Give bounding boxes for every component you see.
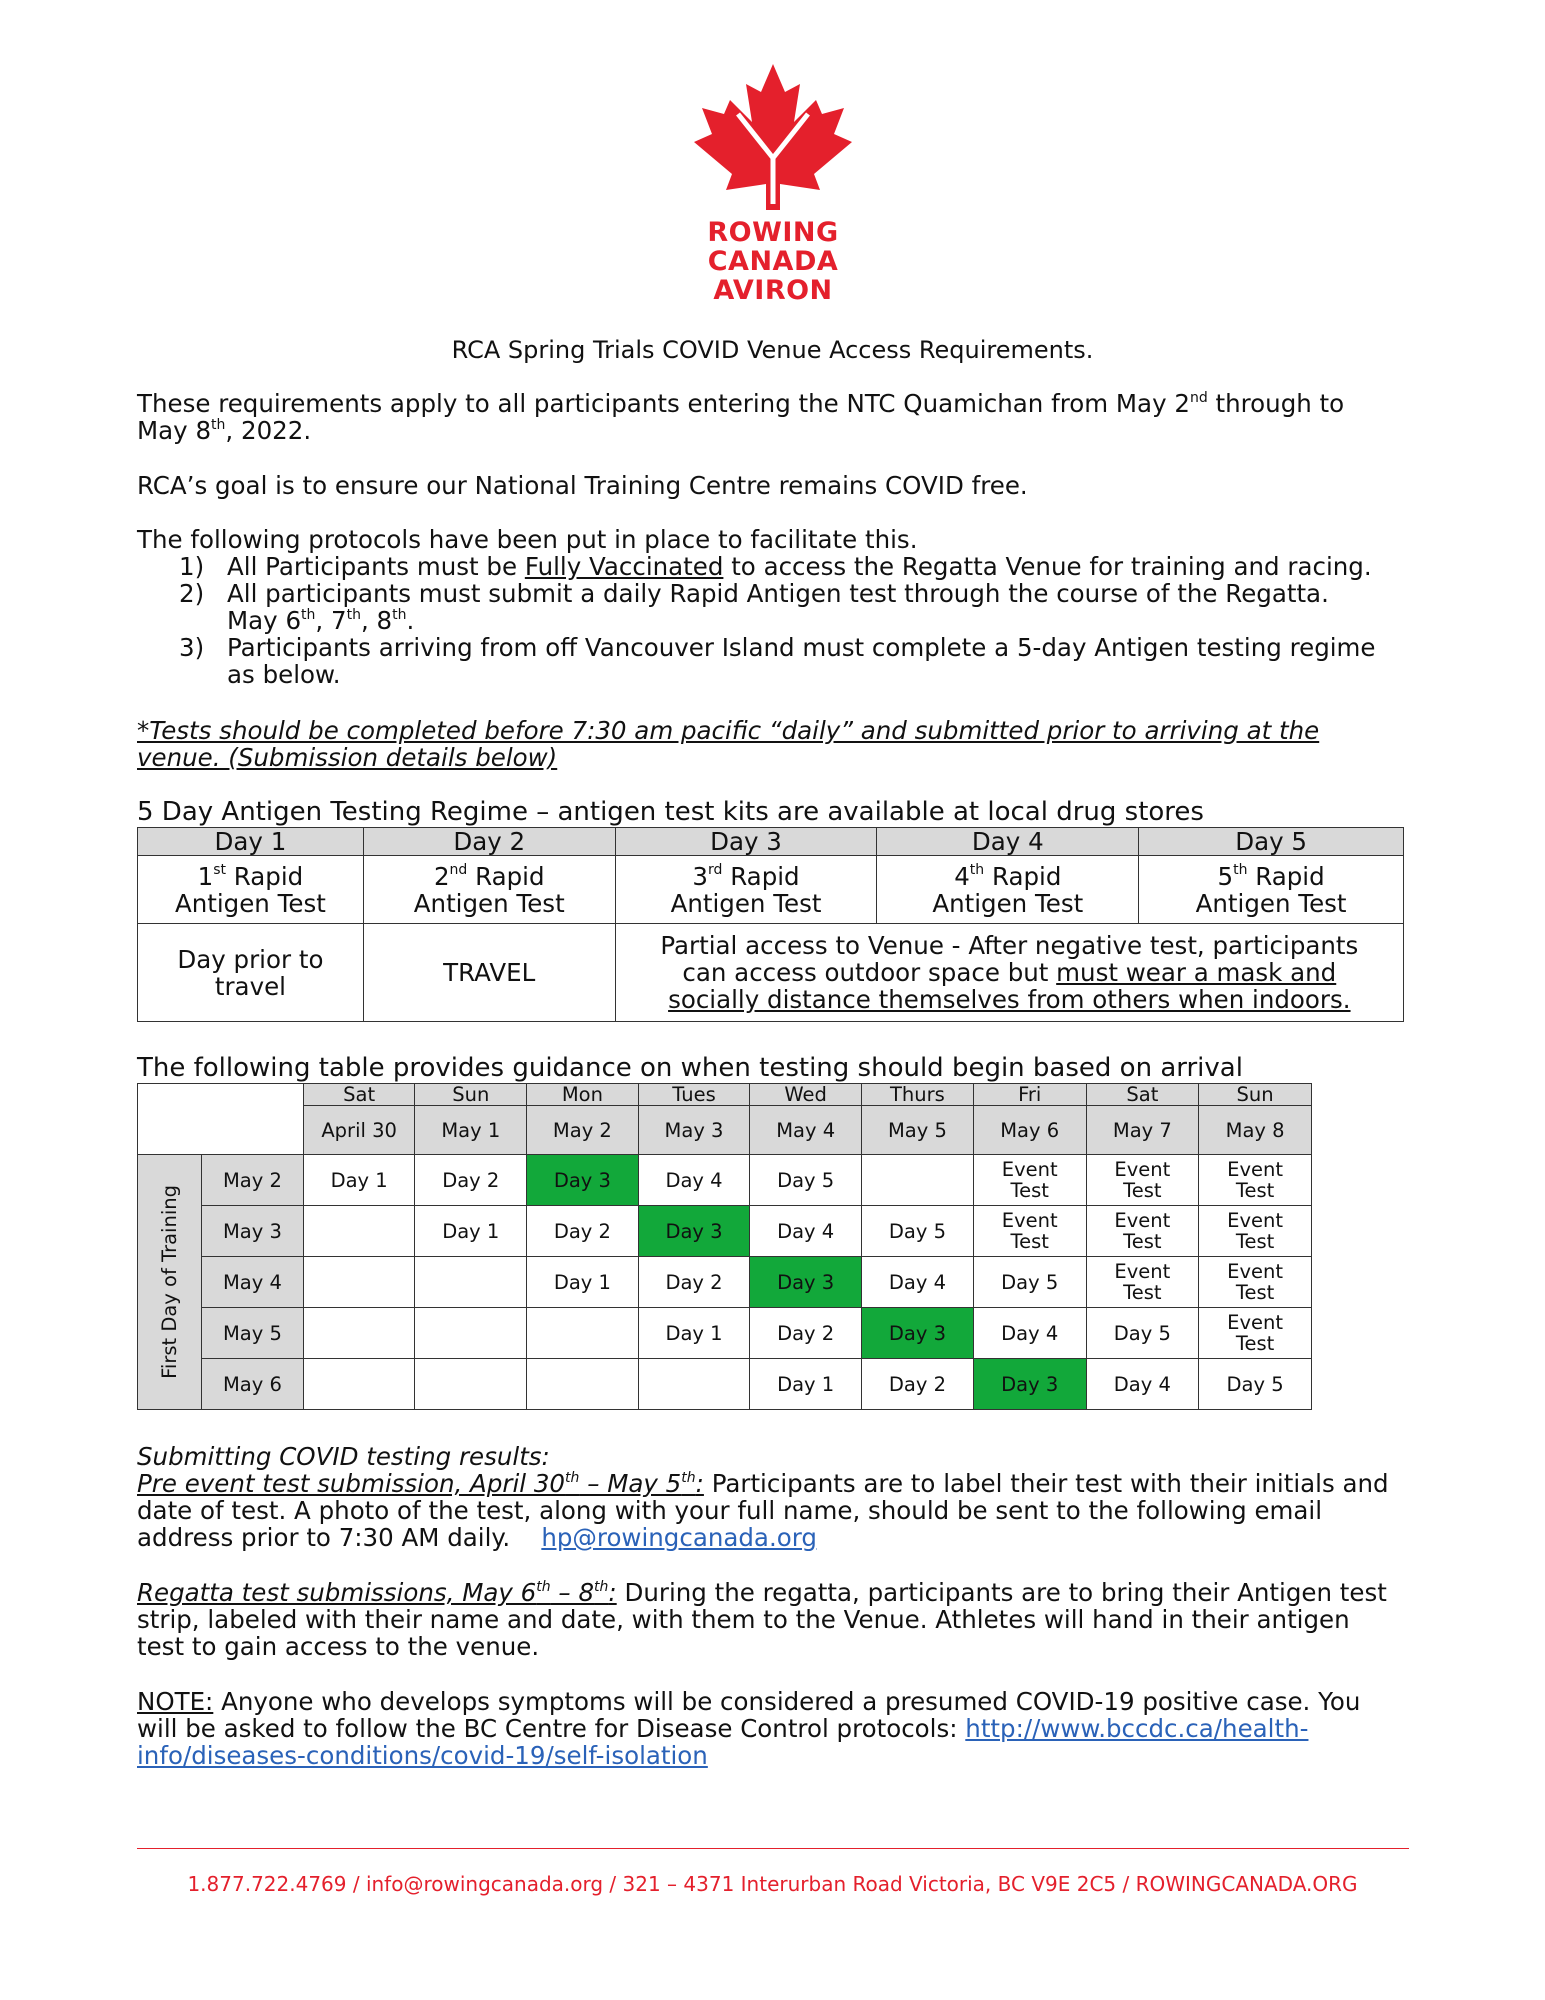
regatta-paragraph: Regatta test submissions, May 6th – 8th: During the regatta, participants are to bring their Antigen test strip, labeled with their name and date, with them to the Venue. Athletes will hand in their antigen test to gain access to the venue. (137, 1578, 1387, 1661)
regime-travel-cell: TRAVEL (363, 924, 615, 1022)
bccdc-link[interactable]: http://www.bccdc.ca/health- (965, 1714, 1309, 1743)
guide-weekday-row (138, 1084, 1312, 1106)
schedule-cell: Day 4 (1086, 1359, 1199, 1410)
schedule-cell-highlight: Day 3 (861, 1308, 973, 1359)
schedule-cell: Day 5 (861, 1206, 973, 1257)
schedule-cell (303, 1308, 415, 1359)
page-title: RCA Spring Trials COVID Venue Access Requirements. (451, 336, 1094, 364)
footer-divider (137, 1848, 1409, 1849)
regime-day-header: Day 1 (138, 828, 364, 856)
guide-heading: The following table provides guidance on when testing should begin based on arrival (137, 1053, 1243, 1083)
goal-paragraph: RCA’s goal is to ensure our National Training Centre remains COVID free. (137, 471, 1028, 500)
list-item: 3) Participants arriving from off Vancouver Island must complete a 5-day Antigen testing regime as below. (179, 633, 1376, 689)
schedule-cell: Day 1 (303, 1155, 415, 1206)
regime-test-cell: 3rd Rapid Antigen Test (615, 856, 877, 924)
schedule-cell: Event Test (1199, 1257, 1312, 1308)
schedule-cell-highlight: Day 3 (527, 1155, 639, 1206)
schedule-cell: Day 2 (638, 1257, 750, 1308)
schedule-cell-highlight: Day 3 (638, 1206, 750, 1257)
schedule-cell: Day 1 (415, 1206, 527, 1257)
logo-line-2: CANADA (707, 246, 839, 277)
maple-leaf-icon (688, 62, 858, 212)
weekday-header: Sat (1086, 1084, 1199, 1106)
regime-header-row (138, 828, 1404, 856)
guide-date-row (138, 1106, 1312, 1155)
date-header: May 3 (638, 1106, 750, 1155)
date-header: May 4 (750, 1106, 862, 1155)
regime-access-cell: Partial access to Venue - After negative test, participants can access outdoor space but must wear a mask and socially distance themselves from others when indoors. (615, 924, 1403, 1022)
regime-day-header: Day 3 (615, 828, 877, 856)
list-item: 1) All Participants must be Fully Vaccinated to access the Regatta Venue for training and racing. (179, 552, 1372, 581)
date-header: May 2 (527, 1106, 639, 1155)
first-day-side-label: First Day of Training (138, 1155, 202, 1410)
schedule-cell: Day 5 (750, 1155, 862, 1206)
list-item: 2) All participants must submit a daily Rapid Antigen test through the course of the Regatta. May 6th, 7th, 8th. (179, 579, 1329, 635)
regime-test-cell: 5th Rapid Antigen Test (1139, 856, 1404, 924)
schedule-cell: Day 2 (527, 1206, 639, 1257)
weekday-header: Wed (750, 1084, 862, 1106)
regime-table (137, 827, 1404, 1022)
schedule-cell (303, 1359, 415, 1410)
schedule-cell: Day 2 (750, 1308, 862, 1359)
regime-test-cell: 4th Rapid Antigen Test (877, 856, 1139, 924)
table-row (138, 1257, 1312, 1308)
logo-wordmark (668, 218, 878, 305)
pre-event-paragraph: Pre event test submission, April 30th – May 5th: Participants are to label their test with their initials and (137, 1469, 1389, 1498)
date-header: May 1 (415, 1106, 527, 1155)
table-row (138, 1155, 1312, 1206)
date-header: May 7 (1086, 1106, 1199, 1155)
tests-note: *Tests should be completed before 7:30 am pacific “daily” and submitted prior to arriving at the venue. (Submission details below) (137, 716, 1320, 772)
email-link[interactable]: hp@rowingcanada.org (541, 1523, 817, 1552)
date-header: May 5 (861, 1106, 973, 1155)
schedule-cell: Event Test (1199, 1308, 1312, 1359)
regime-day-header: Day 2 (363, 828, 615, 856)
note-paragraph: NOTE: Anyone who develops symptoms will be considered a presumed COVID-19 positive case. You will be asked to follow the BC Centre for Disease Control protocols: http://www.bccdc.ca/health- info/diseases-conditions/covid-19/self-isolation (137, 1687, 1361, 1770)
guide-corner-cell (138, 1084, 304, 1155)
regime-access-row (138, 924, 1404, 1022)
schedule-cell (861, 1155, 973, 1206)
table-row (138, 1359, 1312, 1410)
logo-line-3: AVIRON (713, 275, 833, 306)
weekday-header: Fri (973, 1084, 1086, 1106)
weekday-header: Thurs (861, 1084, 973, 1106)
schedule-cell (415, 1359, 527, 1410)
regime-prior-cell: Day prior to travel (138, 924, 364, 1022)
schedule-cell: Event Test (973, 1206, 1086, 1257)
schedule-cell: Day 5 (1086, 1308, 1199, 1359)
date-header: May 8 (1199, 1106, 1312, 1155)
schedule-cell (303, 1257, 415, 1308)
schedule-cell: Day 5 (973, 1257, 1086, 1308)
weekday-header: Tues (638, 1084, 750, 1106)
schedule-cell: Event Test (1199, 1155, 1312, 1206)
schedule-cell (415, 1257, 527, 1308)
schedule-cell: Day 1 (638, 1308, 750, 1359)
schedule-cell: Day 1 (527, 1257, 639, 1308)
schedule-cell (303, 1206, 415, 1257)
bccdc-link-continued[interactable]: info/diseases-conditions/covid-19/self-isolation (137, 1741, 708, 1770)
start-date-cell: May 4 (202, 1257, 304, 1308)
schedule-cell: Day 4 (861, 1257, 973, 1308)
schedule-cell: Event Test (973, 1155, 1086, 1206)
intro-paragraph: These requirements apply to all participants entering the NTC Quamichan from May 2nd through to May 8th, 2022. (137, 389, 1345, 445)
schedule-cell: Day 5 (1199, 1359, 1312, 1410)
submitting-section: Submitting COVID testing results: Pre event test submission, April 30th – May 5th: Participants are to label their test with their initials and date of test. A photo of the test, along with your full name, should be sent to the following email address prior to 7:30 AM daily. hp@rowingcanada.org (137, 1443, 1417, 1551)
schedule-cell: Event Test (1086, 1206, 1199, 1257)
schedule-cell: Day 4 (750, 1206, 862, 1257)
note-label: NOTE: (137, 1687, 214, 1716)
regime-day-header: Day 5 (1139, 828, 1404, 856)
rowing-canada-logo (668, 62, 878, 312)
protocols-list (137, 553, 1427, 688)
schedule-cell: Event Test (1086, 1155, 1199, 1206)
regime-test-cell: 2nd Rapid Antigen Test (363, 856, 615, 924)
protocols-intro: The following protocols have been put in place to facilitate this. (137, 525, 918, 554)
date-header: May 6 (973, 1106, 1086, 1155)
logo-line-1: ROWING (707, 217, 839, 248)
weekday-header: Sun (415, 1084, 527, 1106)
weekday-header: Mon (527, 1084, 639, 1106)
weekday-header: Sat (303, 1084, 415, 1106)
start-date-cell: May 3 (202, 1206, 304, 1257)
table-row (138, 1308, 1312, 1359)
date-header: April 30 (303, 1106, 415, 1155)
schedule-cell: Event Test (1199, 1206, 1312, 1257)
schedule-cell: Event Test (1086, 1257, 1199, 1308)
regime-day-header: Day 4 (877, 828, 1139, 856)
schedule-cell: Day 4 (973, 1308, 1086, 1359)
schedule-cell (527, 1359, 639, 1410)
schedule-cell: Day 1 (750, 1359, 862, 1410)
schedule-cell-highlight: Day 3 (973, 1359, 1086, 1410)
regime-test-cell: 1st Rapid Antigen Test (138, 856, 364, 924)
start-date-cell: May 5 (202, 1308, 304, 1359)
schedule-cell: Day 4 (638, 1155, 750, 1206)
guide-table (137, 1083, 1312, 1410)
schedule-cell (415, 1308, 527, 1359)
start-date-cell: May 6 (202, 1359, 304, 1410)
schedule-cell (527, 1308, 639, 1359)
schedule-cell: Day 2 (861, 1359, 973, 1410)
footer-contact: 1.877.722.4769 / info@rowingcanada.org / 321 – 4371 Interurban Road Victoria, BC V9E 2C5 / ROWINGCANADA.ORG (187, 1872, 1358, 1896)
submitting-heading: Submitting COVID testing results: (137, 1442, 550, 1471)
regime-tests-row (138, 856, 1404, 924)
table-row (138, 1206, 1312, 1257)
schedule-cell (638, 1359, 750, 1410)
regime-heading: 5 Day Antigen Testing Regime – antigen test kits are available at local drug stores (137, 797, 1204, 827)
weekday-header: Sun (1199, 1084, 1312, 1106)
schedule-cell: Day 2 (415, 1155, 527, 1206)
start-date-cell: May 2 (202, 1155, 304, 1206)
schedule-cell-highlight: Day 3 (750, 1257, 862, 1308)
